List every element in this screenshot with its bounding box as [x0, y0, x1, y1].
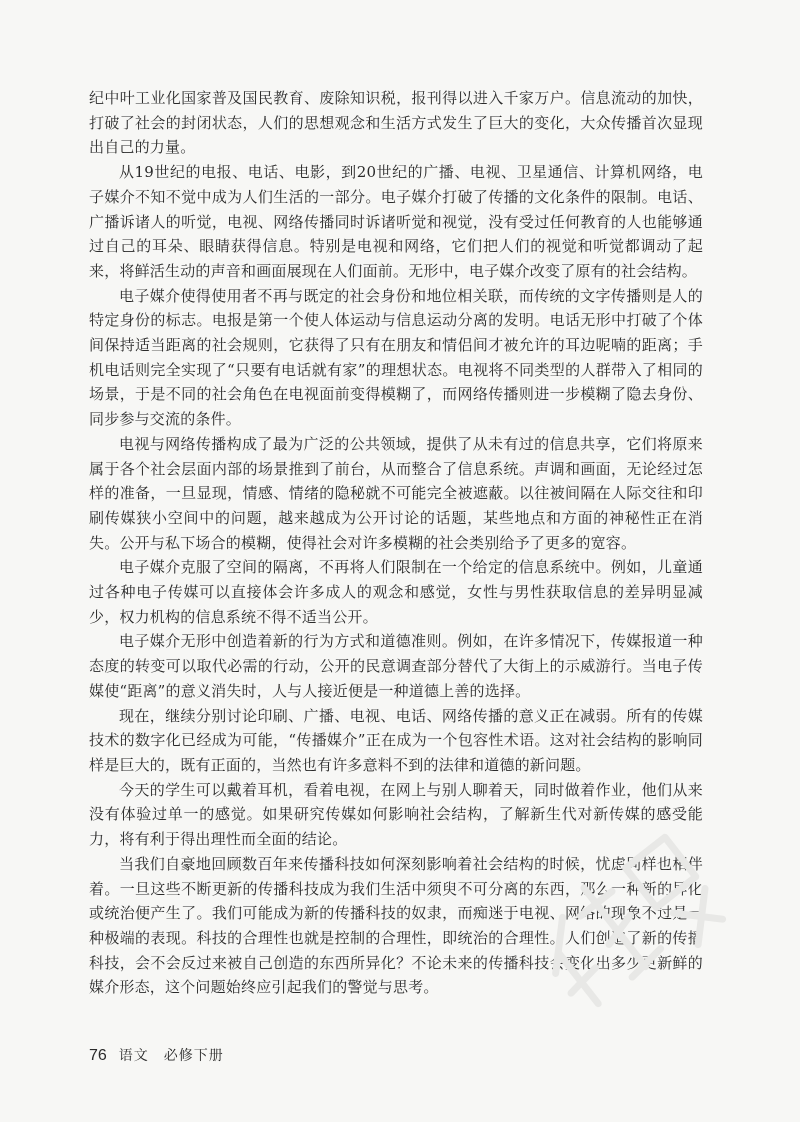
paragraph-2: 从19世纪的电报、电话、电影，到20世纪的广播、电视、卫星通信、计算机网络，电子媒介不知不觉中成为人们生活的一部分。电子媒介打破了传播的文化条件的限制。电话、广播诉诸人的听觉，电视、网络传播同时诉诸听觉和视觉，没有受过任何教育的人也能够通过自己的耳朵、眼睛获得信息。特别是电视和网络，它们把人们的视觉和听觉都调动了起来，将鲜活生动的声音和画面展现在人们面前。无形中，电子媒介改变了原有的社会结构。	[89, 163, 703, 280]
page-number: 76	[89, 1047, 107, 1064]
paragraph-9: 当我们自豪地回顾数百年来传播科技如何深刻影响着社会结构的时候，忧虑同样也相伴着。一旦这些不断更新的传播科技成为我们生活中须臾不可分离的东西，那么一种新的异化或统治便产生了。我们可能成为新的传播科技的奴隶，而痴迷于电视、网络的现象不过是一种极端的表现。科技的合理性也就是控制的合理性，即统治的合理性。人们创造了新的传播科技，会不会反过来被自己创造的东西所异化？不论未来的传播科技会变化出多少更新鲜的媒介形态，这个问题始终应引起我们的警觉与思考。	[89, 854, 703, 997]
paragraph-1: 纪中叶工业化国家普及国民教育、废除知识税，报刊得以进入千家万户。信息流动的加快，打破了社会的封闭状态，人们的思想观念和生活方式发生了巨大的变化，大众传播首次显现出自己的力量。	[89, 89, 703, 157]
page-footer	[89, 1045, 224, 1065]
paragraph-3: 电子媒介使得使用者不再与既定的社会身份和地位相关联，而传统的文字传播则是人的特定身份的标志。电报是第一个使人体运动与信息运动分离的发明。电话无形中打破了个体间保持适当距离的社会规则，它获得了只有在朋友和情侣间才被允许的耳边呢喃的距离；手机电话则完全实现了“只要有电话就有家”的理想状态。电视将不同类型的人群带入了相同的场景，于是不同的社会角色在电视面前变得模糊了，而网络传播则进一步模糊了隐去身份、同步参与交流的条件。	[89, 286, 703, 429]
paragraph-6: 电子媒介无形中创造着新的行为方式和道德准则。例如，在许多情况下，传媒报道一种态度的转变可以取代必需的行动，公开的民意调查部分替代了大街上的示威游行。当电子传媒使“距离”的意义消失时，人与人接近便是一种道德上善的选择。	[89, 632, 703, 700]
paragraph-4: 电视与网络传播构成了最为广泛的公共领域，提供了从未有过的信息共享，它们将原来属于各个社会层面内部的场景推到了前台，从而整合了信息系统。声调和画面，无论经过怎样的准备，一旦显现，情感、情绪的隐秘就不可能完全被遮蔽。以往被间隔在人际交往和印刷传媒狭小空间中的问题，越来越成为公开讨论的话题，某些地点和方面的神秘性正在消失。公开与私下场合的模糊，使得社会对许多模糊的社会类别给予了更多的宽容。	[89, 434, 703, 552]
paragraph-5: 电子媒介克服了空间的隔离，不再将人们限制在一个给定的信息系统中。例如，儿童通过各种电子传媒可以直接体会许多成人的观念和感觉，女性与男性获取信息的差异明显减少，权力机构的信息系统不得不适当公开。	[89, 558, 703, 626]
paragraph-7: 现在，继续分别讨论印刷、广播、电视、电话、网络传播的意义正在减弱。所有的传媒技术的数字化已经成为可能，“传播媒介”正在成为一个包容性术语。这对社会结构的影响同样是巨大的，既有正面的，当然也有许多意料不到的法律和道德的新问题。	[89, 706, 703, 774]
paragraph-8: 今天的学生可以戴着耳机，看着电视，在网上与别人聊着天，同时做着作业，他们从来没有体验过单一的感觉。如果研究传媒如何影响社会结构，了解新生代对新传媒的感受能力，将有利于得出理性而全面的结论。	[89, 780, 703, 849]
body-text	[89, 86, 703, 1000]
book-title: 语文 必修下册	[118, 1048, 224, 1064]
